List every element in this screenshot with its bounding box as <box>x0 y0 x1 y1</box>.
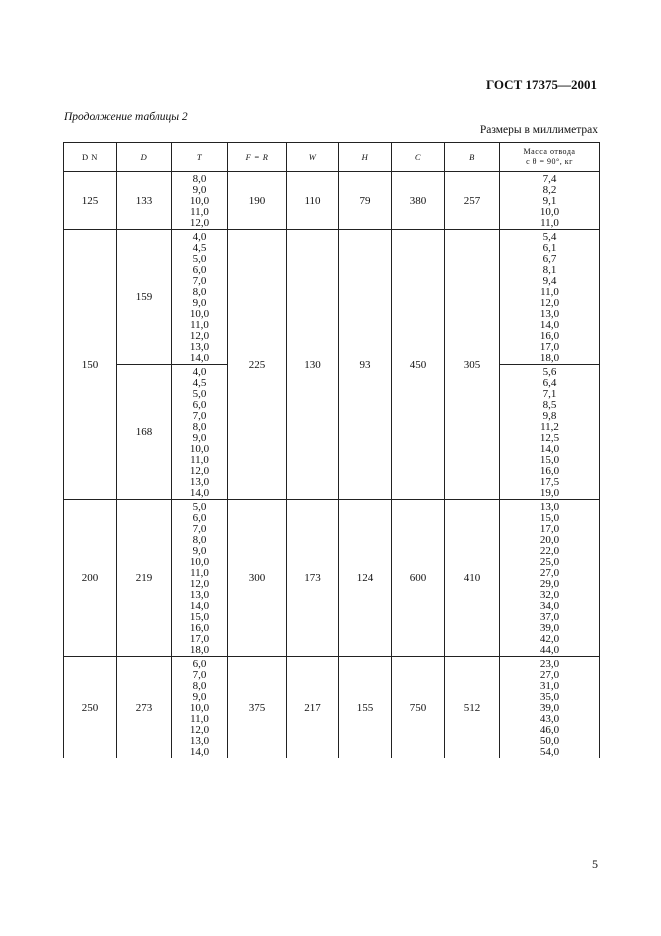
header-mass-line1: Масса отвода <box>523 147 576 156</box>
header-mass <box>500 143 600 172</box>
cell-d: 273 <box>117 657 172 759</box>
thickness-value: 8,0 <box>192 421 207 433</box>
mass-value: 39,0 <box>539 702 560 714</box>
cell-b: 305 <box>445 230 500 500</box>
cell-c: 600 <box>392 500 445 657</box>
thickness-value: 4,5 <box>192 377 207 389</box>
mass-value: 6,7 <box>542 253 557 265</box>
cell-mass-list <box>500 500 600 657</box>
thickness-value: 9,0 <box>192 691 207 703</box>
thickness-value: 17,0 <box>189 633 210 645</box>
thickness-value: 7,0 <box>192 410 207 422</box>
cell-h: 124 <box>339 500 392 657</box>
mass-value: 10,0 <box>539 206 560 218</box>
cell-mass-list <box>500 657 600 759</box>
mass-value: 34,0 <box>539 600 560 612</box>
cell-w: 130 <box>287 230 339 500</box>
header-t: T <box>172 143 228 172</box>
table-row <box>64 230 600 365</box>
mass-value: 7,4 <box>542 173 557 185</box>
cell-f-r: 375 <box>228 657 287 759</box>
header-d: D <box>117 143 172 172</box>
thickness-value: 7,0 <box>192 523 207 535</box>
cell-thickness-list <box>172 657 228 759</box>
thickness-value: 10,0 <box>189 195 210 207</box>
mass-value: 37,0 <box>539 611 560 623</box>
cell-h: 93 <box>339 230 392 500</box>
thickness-value: 10,0 <box>189 702 210 714</box>
thickness-value: 9,0 <box>192 184 207 196</box>
cell-c: 450 <box>392 230 445 500</box>
mass-value: 11,2 <box>540 421 559 433</box>
cell-dn: 150 <box>64 230 117 500</box>
thickness-value: 9,0 <box>192 545 207 557</box>
cell-thickness-list <box>172 172 228 230</box>
cell-d: 133 <box>117 172 172 230</box>
thickness-value: 6,0 <box>192 512 207 524</box>
thickness-value: 9,0 <box>192 297 207 309</box>
thickness-value: 13,0 <box>189 589 210 601</box>
mass-value: 29,0 <box>539 578 560 590</box>
mass-value: 8,5 <box>542 399 557 411</box>
thickness-value: 16,0 <box>189 622 210 634</box>
mass-value: 13,0 <box>539 501 560 513</box>
thickness-value: 18,0 <box>189 644 210 656</box>
thickness-value: 14,0 <box>189 600 210 612</box>
mass-value: 35,0 <box>539 691 560 703</box>
cell-c: 750 <box>392 657 445 759</box>
mass-value: 11,0 <box>540 286 559 298</box>
mass-value: 44,0 <box>539 644 560 656</box>
mass-value: 23,0 <box>539 658 560 670</box>
mass-value: 46,0 <box>539 724 560 736</box>
mass-value: 20,0 <box>539 534 560 546</box>
cell-b: 257 <box>445 172 500 230</box>
mass-value: 12,5 <box>539 432 560 444</box>
thickness-value: 11,0 <box>190 713 209 725</box>
thickness-value: 5,0 <box>192 253 207 265</box>
cell-mass-list <box>500 365 600 500</box>
cell-w: 173 <box>287 500 339 657</box>
cell-h: 155 <box>339 657 392 759</box>
cell-f-r: 190 <box>228 172 287 230</box>
mass-value: 5,6 <box>542 366 557 378</box>
mass-value: 31,0 <box>539 680 560 692</box>
thickness-value: 6,0 <box>192 264 207 276</box>
dimensions-table <box>63 142 600 758</box>
mass-value: 27,0 <box>539 567 560 579</box>
thickness-value: 12,0 <box>189 724 210 736</box>
cell-dn: 125 <box>64 172 117 230</box>
thickness-value: 8,0 <box>192 173 207 185</box>
table-row <box>64 500 600 657</box>
thickness-value: 9,0 <box>192 432 207 444</box>
mass-value: 17,0 <box>539 341 560 353</box>
mass-value: 8,1 <box>542 264 557 276</box>
mass-value: 15,0 <box>539 512 560 524</box>
mass-value: 15,0 <box>539 454 560 466</box>
mass-value: 50,0 <box>539 735 560 747</box>
cell-f-r: 300 <box>228 500 287 657</box>
thickness-value: 10,0 <box>189 556 210 568</box>
mass-value: 14,0 <box>539 443 560 455</box>
cell-f-r: 225 <box>228 230 287 500</box>
thickness-value: 13,0 <box>189 735 210 747</box>
thickness-value: 12,0 <box>189 578 210 590</box>
thickness-value: 6,0 <box>192 658 207 670</box>
thickness-value: 10,0 <box>189 443 210 455</box>
thickness-value: 4,5 <box>192 242 207 254</box>
table-continuation-caption: Продолжение таблицы 2 <box>64 111 188 123</box>
thickness-value: 8,0 <box>192 286 207 298</box>
cell-mass-list <box>500 172 600 230</box>
cell-d: 219 <box>117 500 172 657</box>
mass-value: 5,4 <box>542 231 557 243</box>
thickness-value: 12,0 <box>189 465 210 477</box>
mass-value: 42,0 <box>539 633 560 645</box>
page-number: 5 <box>592 857 598 871</box>
thickness-value: 8,0 <box>192 680 207 692</box>
thickness-value: 7,0 <box>192 275 207 287</box>
thickness-value: 13,0 <box>189 476 210 488</box>
mass-value: 8,2 <box>542 184 557 196</box>
header-f-r: F = R <box>228 143 287 172</box>
cell-c: 380 <box>392 172 445 230</box>
cell-d: 159 <box>117 230 172 365</box>
cell-thickness-list <box>172 230 228 365</box>
table-header-row <box>64 143 600 172</box>
mass-value: 43,0 <box>539 713 560 725</box>
mass-value: 12,0 <box>539 297 560 309</box>
mass-value: 6,4 <box>542 377 557 389</box>
thickness-value: 11,0 <box>190 319 209 331</box>
mass-value: 19,0 <box>539 487 560 499</box>
mass-value: 18,0 <box>539 352 560 364</box>
thickness-value: 14,0 <box>189 746 210 758</box>
thickness-value: 14,0 <box>189 352 210 364</box>
thickness-value: 12,0 <box>189 330 210 342</box>
header-w: W <box>287 143 339 172</box>
thickness-value: 13,0 <box>189 341 210 353</box>
mass-value: 9,4 <box>542 275 557 287</box>
mass-value: 7,1 <box>542 388 557 400</box>
mass-value: 17,5 <box>539 476 560 488</box>
header-c: C <box>392 143 445 172</box>
mass-value: 22,0 <box>539 545 560 557</box>
mass-value: 11,0 <box>540 217 559 229</box>
thickness-value: 6,0 <box>192 399 207 411</box>
thickness-value: 4,0 <box>192 366 207 378</box>
mass-value: 14,0 <box>539 319 560 331</box>
mass-value: 13,0 <box>539 308 560 320</box>
thickness-value: 4,0 <box>192 231 207 243</box>
header-h: H <box>339 143 392 172</box>
cell-mass-list <box>500 230 600 365</box>
thickness-value: 12,0 <box>189 217 210 229</box>
mass-value: 9,1 <box>542 195 557 207</box>
header-mass-line2: с θ = 90°, кг <box>526 157 573 166</box>
cell-w: 110 <box>287 172 339 230</box>
mass-value: 39,0 <box>539 622 560 634</box>
table-row <box>64 172 600 230</box>
thickness-value: 5,0 <box>192 388 207 400</box>
mass-value: 17,0 <box>539 523 560 535</box>
thickness-value: 10,0 <box>189 308 210 320</box>
mass-value: 9,8 <box>542 410 557 422</box>
thickness-value: 15,0 <box>189 611 210 623</box>
mass-value: 27,0 <box>539 669 560 681</box>
mass-value: 32,0 <box>539 589 560 601</box>
thickness-value: 11,0 <box>190 454 209 466</box>
cell-h: 79 <box>339 172 392 230</box>
thickness-value: 11,0 <box>190 567 209 579</box>
cell-dn: 200 <box>64 500 117 657</box>
standard-number: ГОСТ 17375—2001 <box>485 77 597 92</box>
cell-thickness-list <box>172 365 228 500</box>
thickness-value: 11,0 <box>190 206 209 218</box>
cell-b: 410 <box>445 500 500 657</box>
mass-value: 25,0 <box>539 556 560 568</box>
cell-dn: 250 <box>64 657 117 759</box>
thickness-value: 5,0 <box>192 501 207 513</box>
cell-w: 217 <box>287 657 339 759</box>
header-b: B <box>445 143 500 172</box>
units-caption: Размеры в миллиметрах <box>479 124 598 136</box>
mass-value: 6,1 <box>542 242 557 254</box>
thickness-value: 7,0 <box>192 669 207 681</box>
mass-value: 16,0 <box>539 465 560 477</box>
header-dn: D N <box>64 143 117 172</box>
mass-value: 54,0 <box>539 746 560 758</box>
mass-value: 16,0 <box>539 330 560 342</box>
thickness-value: 14,0 <box>189 487 210 499</box>
table-row <box>64 657 600 759</box>
cell-d: 168 <box>117 365 172 500</box>
cell-b: 512 <box>445 657 500 759</box>
thickness-value: 8,0 <box>192 534 207 546</box>
cell-thickness-list <box>172 500 228 657</box>
